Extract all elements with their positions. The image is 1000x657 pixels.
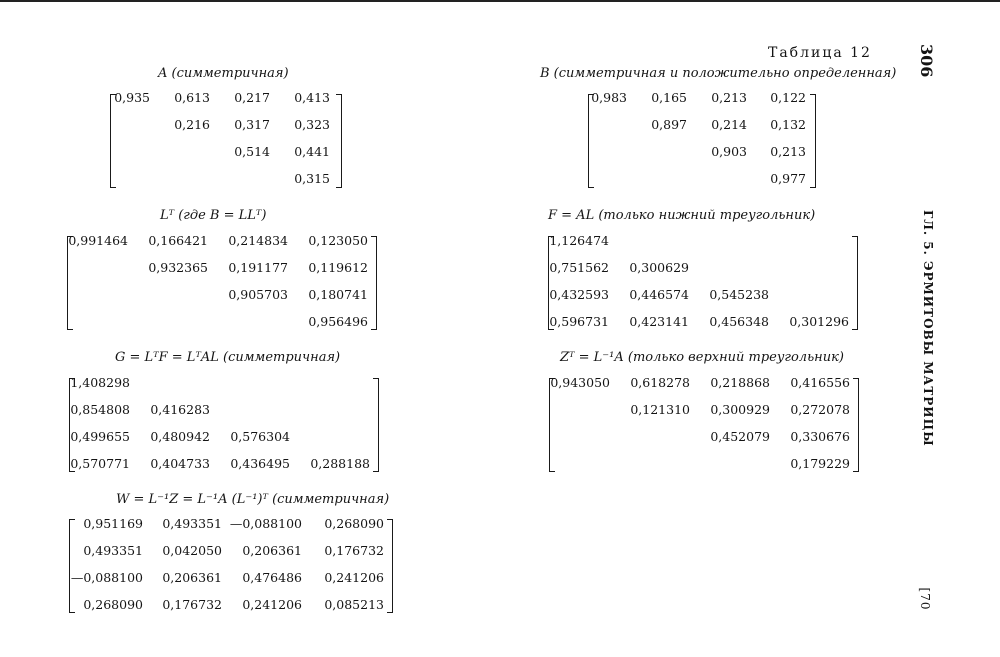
matrix-cell: 0,213 — [711, 90, 747, 105]
right-bracket — [371, 236, 377, 330]
right-bracket — [373, 378, 379, 472]
matrix-title: Lᵀ (где B = LLᵀ) — [160, 208, 267, 223]
matrix-cell: 0,323 — [294, 117, 330, 132]
matrix-cell: 0,268090 — [324, 516, 384, 531]
matrix-cell: 0,301296 — [789, 314, 849, 329]
matrix-cell: 0,214834 — [228, 233, 288, 248]
matrix-cell: 0,300629 — [629, 260, 689, 275]
matrix-cell: 0,751562 — [549, 260, 609, 275]
right-bracket — [853, 378, 859, 472]
matrix-title: B (симметричная и положительно определенная) — [540, 66, 897, 81]
left-bracket — [67, 236, 73, 330]
matrix-cell: 0,241206 — [324, 570, 384, 585]
matrix-cell: 0,123050 — [308, 233, 368, 248]
matrix-cell: 0,854808 — [70, 402, 130, 417]
matrix-cell: 0,613 — [174, 90, 210, 105]
matrix-cell: 0,179229 — [790, 456, 850, 471]
matrix-cell: 0,951169 — [83, 516, 143, 531]
right-bracket — [387, 519, 393, 613]
matrix-cell: 0,416556 — [790, 375, 850, 390]
matrix-title: F = AL (только нижний треугольник) — [548, 208, 816, 223]
matrix-cell: 0,413 — [294, 90, 330, 105]
matrix-cell: 0,317 — [234, 117, 270, 132]
matrix-cell: 0,499655 — [70, 429, 130, 444]
matrix-title: W = L⁻¹Z = L⁻¹A (L⁻¹)ᵀ (симметричная) — [116, 492, 390, 507]
matrix-cell: 0,983 — [591, 90, 627, 105]
matrix-cell: 0,206361 — [242, 543, 302, 558]
top-rule — [0, 0, 1000, 2]
page-mark: [70 — [918, 587, 932, 611]
matrix-cell: 0,423141 — [629, 314, 689, 329]
matrix-cell: 0,217 — [234, 90, 270, 105]
matrix-cell: 0,165 — [651, 90, 687, 105]
matrix-cell: 0,446574 — [629, 287, 689, 302]
matrix-cell: 0,432593 — [549, 287, 609, 302]
matrix-cell: 0,121310 — [630, 402, 690, 417]
matrix-cell: 0,932365 — [148, 260, 208, 275]
left-bracket — [549, 378, 555, 472]
matrix-cell: 0,218868 — [710, 375, 770, 390]
matrix-cell: 0,456348 — [709, 314, 769, 329]
matrix-cell: 0,956496 — [308, 314, 368, 329]
table-title: Таблица 12 — [768, 45, 872, 61]
matrix-cell: 0,416283 — [150, 402, 210, 417]
matrix-cell: 0,206361 — [162, 570, 222, 585]
matrix-cell: 0,480942 — [150, 429, 210, 444]
matrix-title: G = LᵀF = LᵀAL (симметричная) — [115, 350, 341, 365]
left-bracket — [588, 94, 594, 188]
right-bracket — [336, 94, 342, 188]
right-bracket — [810, 94, 816, 188]
matrix-cell: 0,288188 — [310, 456, 370, 471]
running-head: ГЛ. 5. ЭРМИТОВЫ МАТРИЦЫ — [921, 210, 935, 447]
matrix-cell: 0,493351 — [83, 543, 143, 558]
matrix-cell: 0,935 — [114, 90, 150, 105]
matrix-cell: 0,436495 — [230, 456, 290, 471]
matrix-cell: 0,476486 — [242, 570, 302, 585]
matrix-cell: 0,991464 — [68, 233, 128, 248]
matrix-title: A (симметричная) — [158, 66, 289, 81]
matrix-cell: 0,493351 — [162, 516, 222, 531]
matrix-cell: 0,176732 — [324, 543, 384, 558]
matrix-cell: 0,315 — [294, 171, 330, 186]
matrix-cell: 0,404733 — [150, 456, 210, 471]
matrix-cell: 0,441 — [294, 144, 330, 159]
matrix-cell: 0,166421 — [148, 233, 208, 248]
matrix-cell: 0,176732 — [162, 597, 222, 612]
matrix-cell: 0,213 — [770, 144, 806, 159]
matrix-cell: 0,943050 — [550, 375, 610, 390]
matrix-cell: 0,570771 — [70, 456, 130, 471]
matrix-cell: 0,596731 — [549, 314, 609, 329]
matrix-cell: 0,122 — [770, 90, 806, 105]
matrix-cell: 0,191177 — [228, 260, 288, 275]
matrix-cell: 0,330676 — [790, 429, 850, 444]
matrix-cell: 0,576304 — [230, 429, 290, 444]
matrix-cell: 1,126474 — [549, 233, 609, 248]
left-bracket — [69, 519, 75, 613]
matrix-cell: 0,977 — [770, 171, 806, 186]
matrix-cell: 0,180741 — [308, 287, 368, 302]
matrix-cell: 0,241206 — [242, 597, 302, 612]
matrix-title: Zᵀ = L⁻¹A (только верхний треугольник) — [560, 350, 844, 365]
matrix-cell: 0,618278 — [630, 375, 690, 390]
matrix-cell: 0,903 — [711, 144, 747, 159]
matrix-cell: 0,897 — [651, 117, 687, 132]
matrix-cell: 0,268090 — [83, 597, 143, 612]
matrix-cell: 0,452079 — [710, 429, 770, 444]
matrix-cell: 0,272078 — [790, 402, 850, 417]
matrix-cell: 0,300929 — [710, 402, 770, 417]
right-bracket — [852, 236, 858, 330]
matrix-cell: 0,905703 — [228, 287, 288, 302]
matrix-cell: —0,088100 — [229, 516, 302, 531]
matrix-cell: 0,085213 — [324, 597, 384, 612]
matrix-cell: 0,545238 — [709, 287, 769, 302]
matrix-cell: 0,214 — [711, 117, 747, 132]
matrix-cell: 1,408298 — [70, 375, 130, 390]
page-number: 306 — [917, 44, 936, 78]
matrix-cell: 0,132 — [770, 117, 806, 132]
matrix-cell: —0,088100 — [70, 570, 143, 585]
matrix-cell: 0,042050 — [162, 543, 222, 558]
left-bracket — [110, 94, 116, 188]
matrix-cell: 0,514 — [234, 144, 270, 159]
matrix-cell: 0,216 — [174, 117, 210, 132]
matrix-cell: 0,119612 — [308, 260, 368, 275]
